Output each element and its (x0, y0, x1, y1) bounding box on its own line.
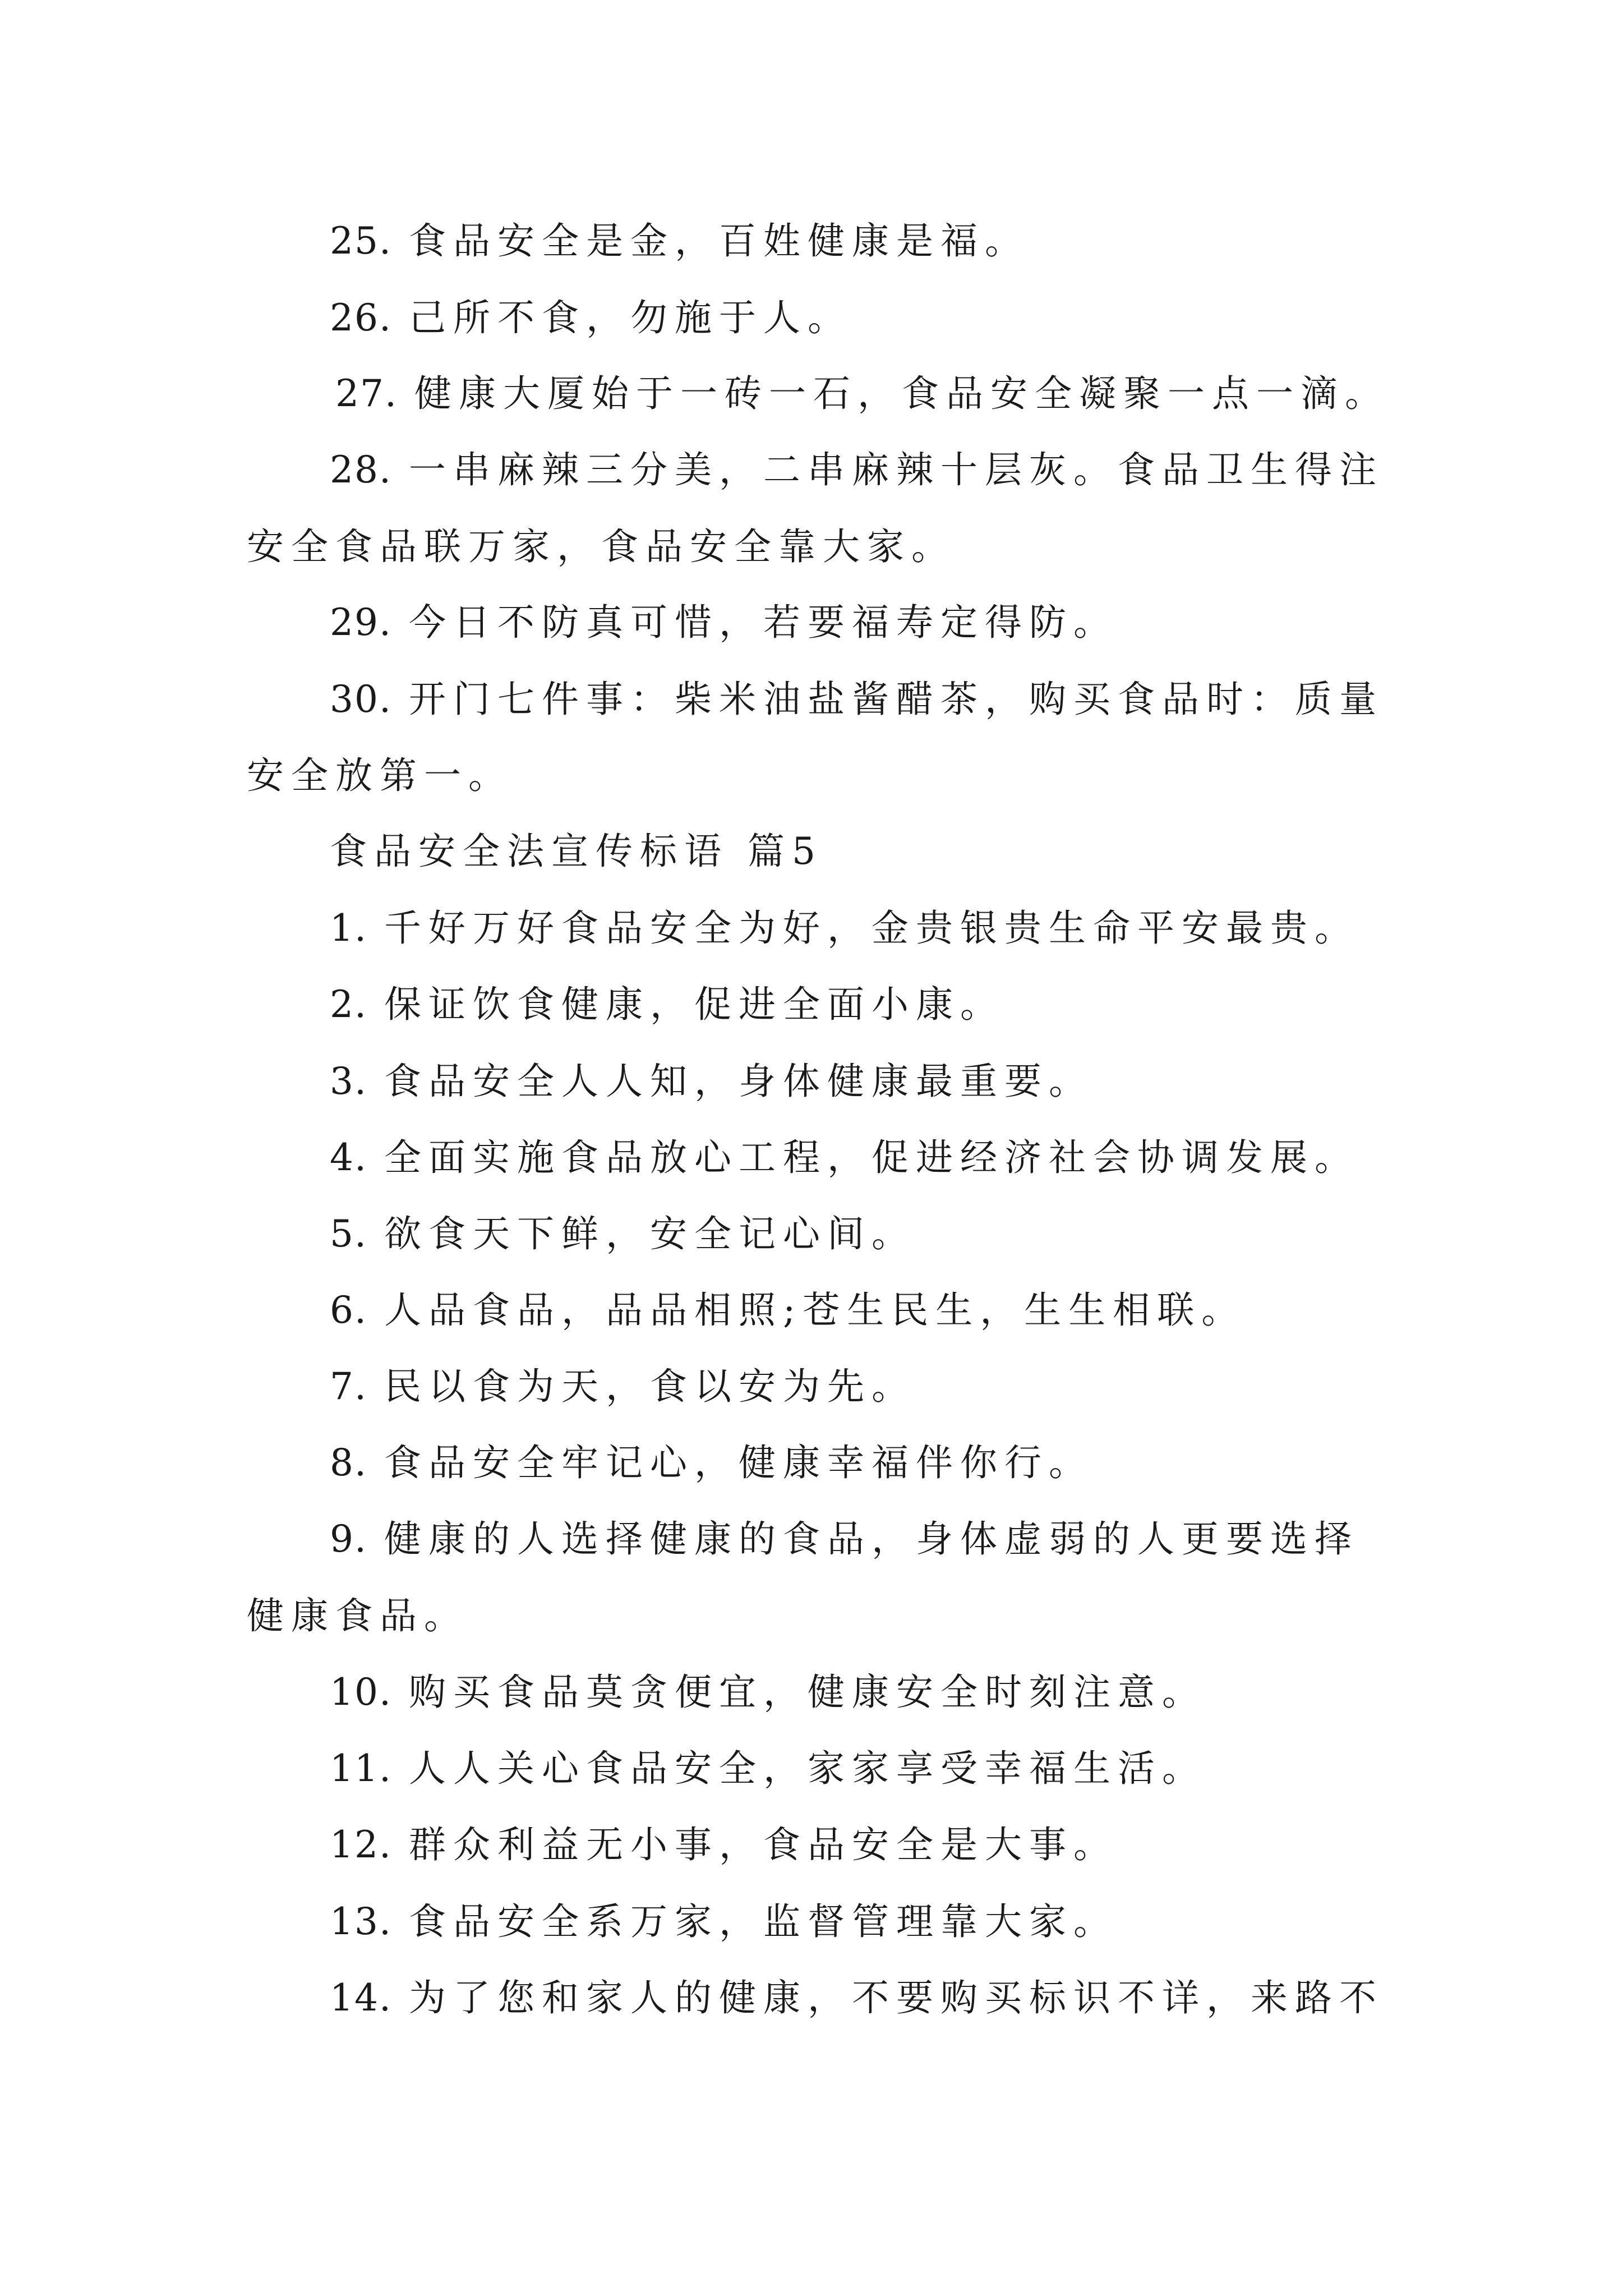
item-text: 人人关心食品安全，家家享受幸福生活。 (408, 1747, 1206, 1790)
item-number: 14. (330, 1976, 392, 2019)
item-text: 安全食品联万家，食品安全靠大家。 (247, 525, 956, 568)
item-number: 25. (330, 219, 392, 263)
list-item (330, 1135, 1359, 1180)
item-number: 4. (330, 1136, 367, 1179)
item-number: 10. (330, 1671, 392, 1714)
item-number: 5. (330, 1212, 367, 1255)
item-text: 健康的人选择健康的食品，身体虚弱的人更要选择 (384, 1517, 1359, 1561)
item-number: 1. (330, 907, 367, 950)
list-item (330, 1670, 1206, 1715)
item-number: 29. (330, 601, 392, 644)
item-number: 6. (330, 1289, 367, 1332)
item-number: 11. (330, 1747, 392, 1790)
heading-text: 食品安全法宣传标语 篇5 (330, 830, 823, 873)
item-text: 食品安全人人知，身体健康最重要。 (384, 1060, 1093, 1103)
list-item (330, 677, 1384, 722)
item-number: 30. (330, 678, 392, 721)
item-text: 欲食天下鲜，安全记心间。 (384, 1212, 916, 1255)
item-text: 购买食品莫贪便宜，健康安全时刻注意。 (408, 1671, 1206, 1714)
item-number: 3. (330, 1060, 367, 1103)
item-text: 全面实施食品放心工程，促进经济社会协调发展。 (384, 1136, 1359, 1179)
item-text: 人品食品，品品相照;苍生民生，生生相联。 (384, 1289, 1246, 1332)
list-item (330, 448, 1384, 493)
item-text: 今日不防真可惜，若要福寿定得防。 (408, 601, 1118, 644)
list-item (330, 1059, 1093, 1104)
item-text: 食品安全是金，百姓健康是福。 (408, 219, 1029, 263)
list-item-continuation (247, 753, 513, 798)
list-item (330, 1823, 1118, 1867)
item-text: 开门七件事：柴米油盐酱醋茶，购买食品时：质量 (408, 678, 1384, 721)
item-text: 安全放第一。 (247, 754, 513, 797)
item-text: 为了您和家人的健康，不要购买标识不详，来路不 (408, 1976, 1384, 2019)
item-text: 民以食为天，食以安为先。 (384, 1365, 916, 1408)
list-item (330, 906, 1359, 951)
item-text: 健康大厦始于一砖一石，食品安全凝聚一点一滴。 (414, 372, 1389, 415)
item-text: 食品安全系万家，监督管理靠大家。 (408, 1900, 1118, 1943)
item-text: 健康食品。 (247, 1594, 468, 1637)
item-number: 26. (330, 296, 392, 339)
list-item (330, 982, 1004, 1027)
item-number: 27. (335, 372, 398, 415)
list-item-continuation (247, 1594, 468, 1639)
item-text: 群众利益无小事，食品安全是大事。 (408, 1823, 1118, 1866)
list-item (330, 1288, 1246, 1333)
item-number: 7. (330, 1365, 367, 1408)
item-text: 己所不食，勿施于人。 (408, 296, 852, 339)
item-text: 千好万好食品安全为好，金贵银贵生命平安最贵。 (384, 907, 1359, 950)
section-heading (330, 829, 823, 874)
list-item (330, 1364, 916, 1409)
list-item (330, 1746, 1206, 1791)
list-item (335, 371, 1389, 416)
list-item (330, 600, 1118, 645)
list-item (330, 1517, 1359, 1562)
item-text: 一串麻辣三分美，二串麻辣十层灰。食品卫生得注 (408, 448, 1384, 491)
item-number: 13. (330, 1900, 392, 1943)
list-item (330, 1441, 1093, 1485)
item-number: 8. (330, 1441, 367, 1484)
list-item (330, 1899, 1118, 1944)
list-item (330, 296, 852, 341)
item-number: 28. (330, 448, 392, 491)
list-item-continuation (247, 524, 956, 569)
item-number: 2. (330, 983, 367, 1026)
item-number: 9. (330, 1517, 367, 1561)
list-item (330, 219, 1029, 264)
item-text: 食品安全牢记心，健康幸福伴你行。 (384, 1441, 1093, 1484)
list-item (330, 1976, 1384, 2021)
list-item (330, 1212, 916, 1257)
item-number: 12. (330, 1823, 392, 1866)
item-text: 保证饮食健康，促进全面小康。 (384, 983, 1004, 1026)
